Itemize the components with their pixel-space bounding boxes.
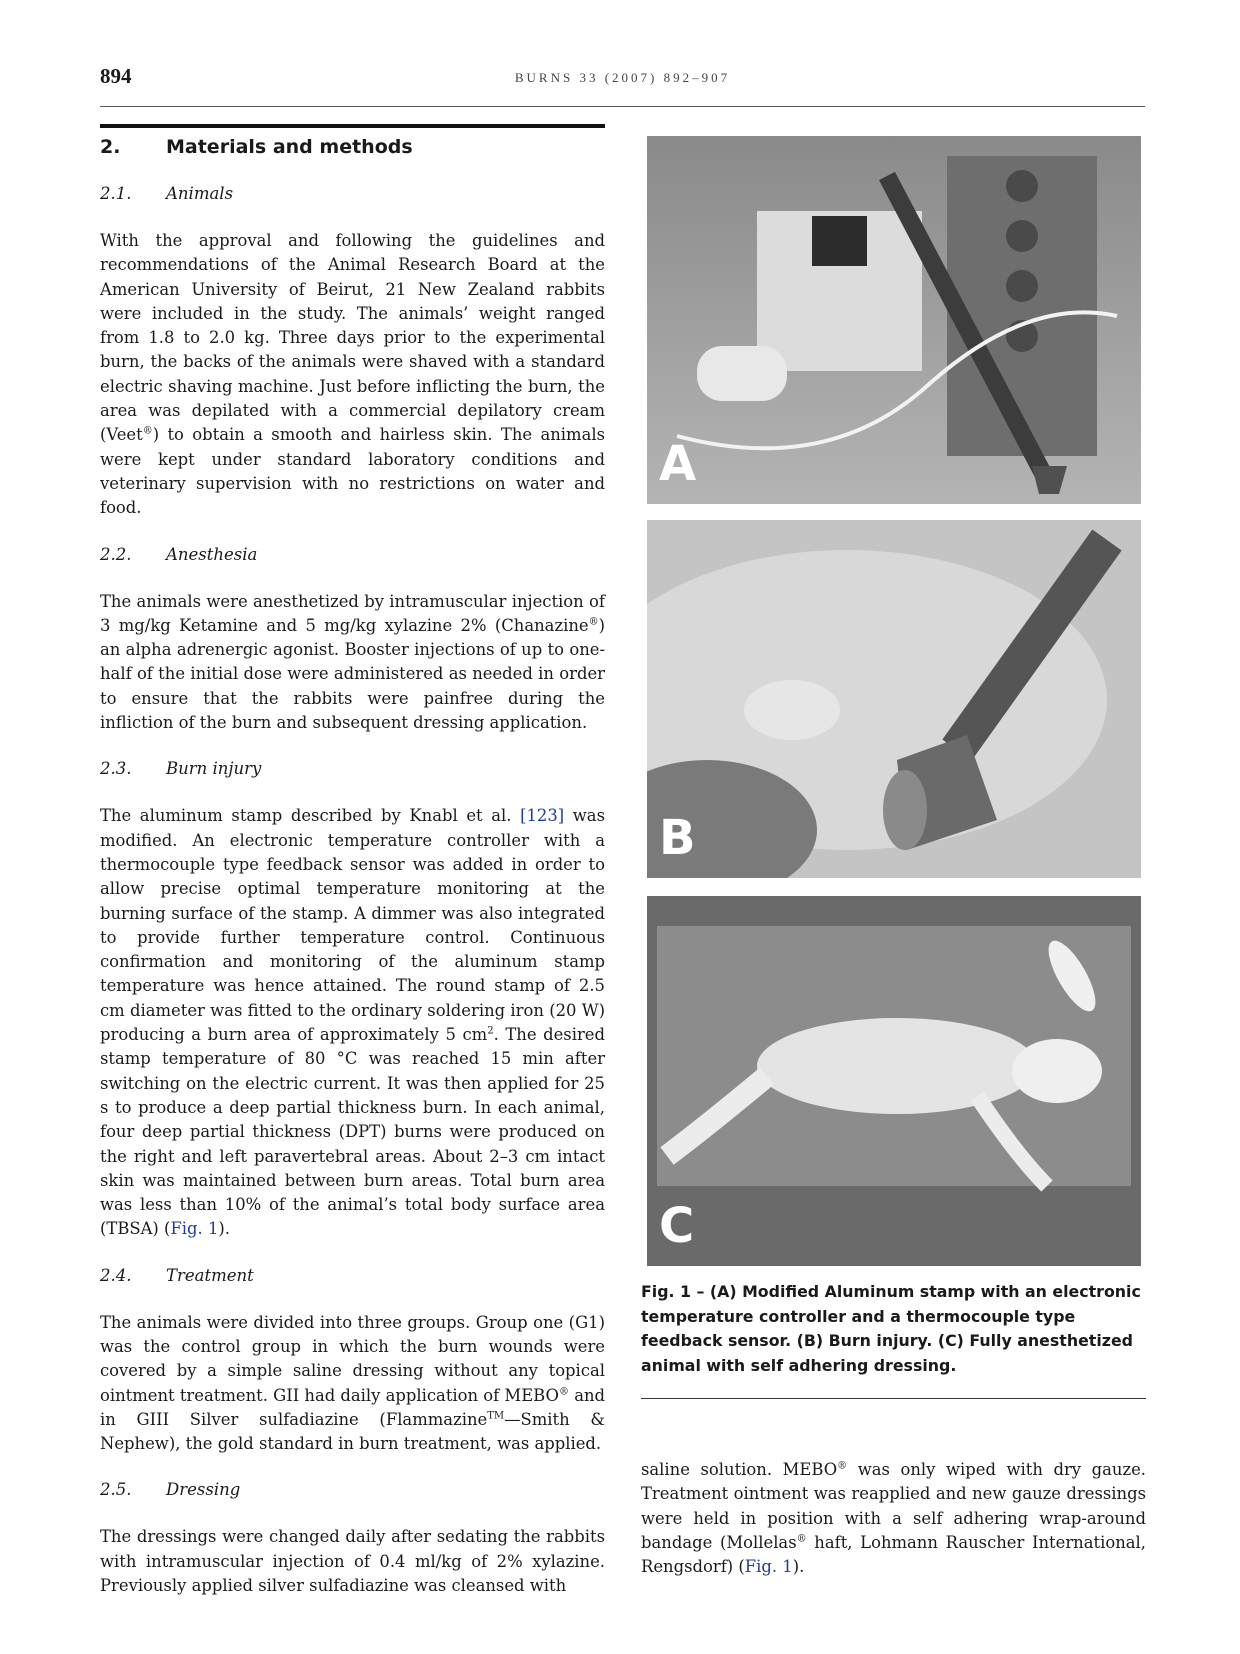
paragraph-animals: With the approval and following the guidelines and recommendations of the Animal Research Board at the American University of Beirut, 21 New Zealand rabbits were included in the study. The animals’ weight ranged from 1.8 to 2.0 kg. Three days prior to the experimental burn, the backs of the animals were shaved with a standard electric shaving machine. Just before inflicting the burn, the area was depilated with a commercial depilatory cream (Veet®) to obtain a smooth and hairless skin. The animals were kept under standard laboratory conditions and veterinary supervision with no restrictions on water and food. (100, 231, 605, 518)
paragraph-dressing-left: The dressings were changed daily after sedating the rabbits with intramuscular injection of 0.4 ml/kg of 2% xylazine. Previously applied silver sulfadiazine was cleansed with (100, 1527, 605, 1596)
panel-label-b: B (659, 810, 696, 866)
left-column (100, 124, 605, 1622)
panel-label-a: A (659, 436, 697, 492)
paragraph-anesthesia: The animals were anesthetized by intramuscular injection of 3 mg/kg Ketamine and 5 mg/kg xylazine 2% (Chanazine®) an alpha adrenergic agonist. Booster injections of up to one-half of the initial dose were administered as needed in order to ensure that the rabbits were painfree during the infliction of the burn and subsequent dressing application. (100, 591, 605, 733)
section-number: 2. (100, 136, 121, 158)
journal-citation: BURNS 33 (2007) 892–907 (514, 70, 731, 85)
panel-label-c: C (659, 1198, 695, 1254)
figure-panel-b (647, 520, 1141, 878)
reference-link[interactable]: [123] (520, 806, 565, 826)
anesthetized-rabbit-photo (647, 896, 1141, 1266)
running-header (100, 58, 1145, 107)
page-number: 894 (100, 64, 132, 88)
stamp-controller-photo (647, 136, 1141, 504)
section-rule (100, 124, 605, 128)
figure-panel-c (647, 896, 1141, 1266)
subsection-heading-dressing: 2.5. Dressing (100, 1480, 241, 1500)
paragraph-dressing-right: saline solution. MEBO® was only wiped with dry gauze. Treatment ointment was reapplied and new gauze dressings were held in position with a self adhering wrap-around bandage (Mollelas® haft, Lohmann Rauscher International, Rengsdorf) (Fig. 1). (641, 1460, 1146, 1577)
caption-rule (641, 1398, 1146, 1399)
right-column-text (641, 1458, 1146, 1603)
subsection-heading-animals: 2.1. Animals (100, 184, 234, 203)
paragraph-burn-injury: The aluminum stamp described by Knabl et al. [123] was modified. An electronic temperature controller with a thermocouple type feedback sensor was added in order to allow precise optimal temperature monitoring at the burning surface of the stamp. A dimmer was also integrated to provide further temperature control. Continuous confirmation and monitoring of the aluminum stamp temperature was hence attained. The round stamp of 2.5 cm diameter was fitted to the ordinary soldering iron (20 W) producing a burn area of approximately 5 $cm^2$. The desired stamp temperature of 80 °C was reached 15 min after switching on the electric current. It was then applied for 25 s to produce a deep partial thickness burn. In each animal, four deep partial thickness (DPT) burns were produced on the right and left paravertebral areas. About 2–3 cm intact skin was maintained between burn areas. Total burn area was less than 10% of the animal’s total body surface area (TBSA) (Fig. 1). (100, 806, 605, 1239)
figure-link[interactable]: Fig. 1 (170, 1219, 219, 1239)
subsection-heading-anesthesia: 2.2. Anesthesia (100, 544, 258, 564)
burn-injury-photo (647, 520, 1141, 878)
figure-caption: Fig. 1 – (A) Modified Aluminum stamp with an electronic temperature controller and a thermocouple type feedback sensor. (B) Burn injury. (C) Fully anesthetized animal with self adhering dressing. (641, 1282, 1141, 1375)
subsection-heading-burn-injury: 2.3. Burn injury (100, 759, 262, 779)
figure-link[interactable]: Fig. 1 (744, 1557, 793, 1577)
section-heading (100, 136, 605, 158)
figure-panel-a (647, 136, 1141, 504)
subsection-heading-treatment: 2.4. Treatment (100, 1265, 254, 1285)
section-title: Materials and methods (166, 136, 413, 158)
paragraph-treatment: The animals were divided into three groups. Group one (G1) was the control group in which the burn wounds were covered by a simple saline dressing without any topical ointment treatment. GII had daily application of MEBO® and in GIII Silver sulfadiazine (Flammazine™—Smith & Nephew), the gold standard in burn treatment, was applied. (100, 1312, 606, 1454)
